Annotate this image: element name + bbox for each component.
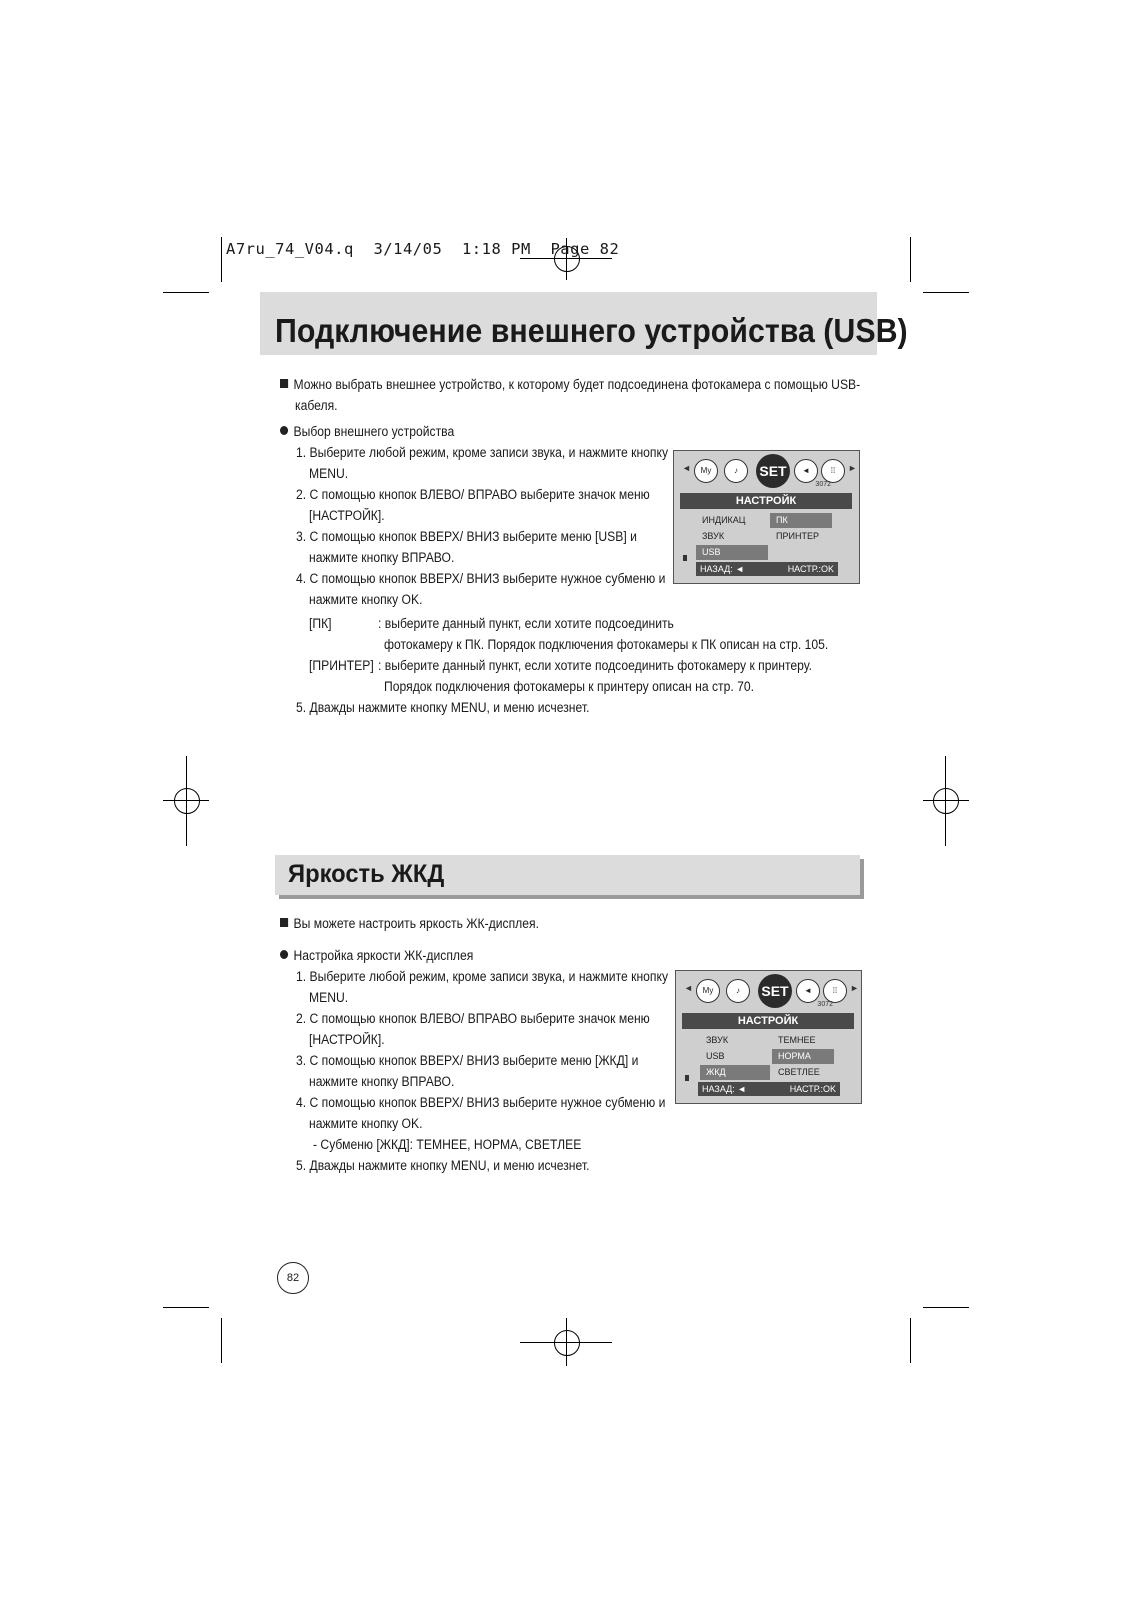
left-arrow-icon: ◄ (682, 463, 691, 473)
lcd-menu-header: НАСТРОЙК (682, 1013, 854, 1029)
shot-counter: 3072 (817, 1001, 833, 1008)
step-line: [НАСТРОЙК]. (309, 1032, 385, 1047)
lcd-option-selected: ПК (770, 513, 832, 528)
grid-menu-icon: ⁞⁞ (823, 979, 847, 1003)
registration-mark (933, 788, 959, 814)
crop-mark (221, 237, 222, 282)
lcd-option: ПРИНТЕР (776, 531, 819, 541)
round-bullet-icon (280, 426, 288, 435)
lcd-brightness-icon: ◄ (794, 459, 818, 483)
lcd-menu-row-selected: USB (696, 545, 768, 560)
my-camera-icon: My (694, 459, 718, 483)
step-line: нажмите кнопку OK. (309, 1116, 423, 1131)
left-arrow-icon: ◄ (684, 983, 693, 993)
lcd-footer (696, 562, 838, 576)
step-line: нажмите кнопку ВПРАВО. (309, 1074, 455, 1089)
step-line: 5. Дважды нажмите кнопку MENU, и меню исчезнет. (296, 1158, 590, 1173)
step-line: MENU. (309, 466, 349, 481)
lcd-menu-row: ЗВУК (702, 531, 725, 541)
option-desc-pc: : выберите данный пункт, если хотите подсоединить (378, 616, 674, 631)
option-desc-printer: : выберите данный пункт, если хотите подсоединить фотокамеру к принтеру. (378, 658, 813, 673)
lcd-menu-header: НАСТРОЙК (680, 493, 852, 509)
lcd-back-hint: НАЗАД: ◄ (700, 564, 745, 574)
lcd-footer (698, 1082, 840, 1096)
scroll-indicator (683, 555, 687, 561)
submenu-note: - Субменю [ЖКД]: ТЕМНЕЕ, НОРМА, СВЕТЛЕЕ (313, 1137, 582, 1152)
step-line: 1. Выберите любой режим, кроме записи звука, и нажмите кнопку (296, 969, 669, 984)
intro-text: Можно выбрать внешнее устройство, к которому будет подсоединена фотокамера с помощью USB- (280, 374, 860, 395)
step-line: MENU. (309, 990, 349, 1005)
step-line: 4. С помощью кнопок ВВЕРХ/ ВНИЗ выберите нужное субменю и (296, 1095, 666, 1110)
step-line: 4. С помощью кнопок ВВЕРХ/ ВНИЗ выберите нужное субменю и (296, 571, 666, 586)
option-label-pc: [ПК] (309, 616, 332, 631)
registration-mark (174, 788, 200, 814)
crop-mark (910, 1318, 911, 1363)
lcd-menu-row: USB (706, 1051, 725, 1061)
step-line: 2. С помощью кнопок ВЛЕВО/ ВПРАВО выберите значок меню (296, 487, 650, 502)
procedure-heading: Настройка яркости ЖК-дисплея (280, 945, 473, 966)
section-title-lcd: Яркость ЖКД (288, 860, 445, 888)
page-number: 82 (277, 1262, 309, 1294)
print-slug: A7ru_74_V04.q 3/14/05 1:18 PM Page 82 (226, 240, 620, 258)
my-camera-icon: My (696, 979, 720, 1003)
option-desc-pc: фотокамеру к ПК. Порядок подключения фотокамеры к ПК описан на стр. 105. (384, 637, 829, 652)
step-line: 3. С помощью кнопок ВВЕРХ/ ВНИЗ выберите меню [ЖКД] и (296, 1053, 639, 1068)
shot-counter: 3072 (815, 481, 831, 488)
step-line: 1. Выберите любой режим, кроме записи звука, и нажмите кнопку (296, 445, 669, 460)
lcd-menu-row: ИНДИКАЦ (702, 515, 746, 525)
step-line: нажмите кнопку OK. (309, 592, 423, 607)
setup-icon: SET (758, 974, 792, 1008)
grid-menu-icon: ⁞⁞ (821, 459, 845, 483)
section-title-usb: Подключение внешнего устройства (USB) (275, 312, 908, 349)
round-bullet-icon (280, 950, 288, 959)
square-bullet-icon (280, 918, 288, 927)
lcd-menu-row: ЗВУК (706, 1035, 729, 1045)
crop-mark (923, 1307, 969, 1308)
crop-mark (923, 292, 969, 293)
lcd-option-selected: НОРМА (772, 1049, 834, 1064)
lcd-back-hint: НАЗАД: ◄ (702, 1084, 747, 1094)
registration-mark (554, 1330, 580, 1356)
lcd-menu-row-selected: ЖКД (700, 1065, 770, 1080)
intro-text: Вы можете настроить яркость ЖК-дисплея. (280, 913, 539, 934)
square-bullet-icon (280, 379, 288, 388)
crop-mark (221, 1318, 222, 1363)
lcd-ok-hint: НАСТР.:OK (787, 564, 834, 574)
setup-icon: SET (756, 454, 790, 488)
lcd-ok-hint: НАСТР.:OK (789, 1084, 836, 1094)
step-line: 3. С помощью кнопок ВВЕРХ/ ВНИЗ выберите меню [USB] и (296, 529, 637, 544)
right-arrow-icon: ► (850, 983, 859, 993)
camera-lcd-brightness-menu (675, 970, 862, 1104)
sound-icon: ♪ (724, 459, 748, 483)
lcd-option: СВЕТЛЕЕ (778, 1067, 820, 1077)
step-line: 5. Дважды нажмите кнопку MENU, и меню исчезнет. (296, 700, 590, 715)
crop-mark (163, 292, 209, 293)
step-line: 2. С помощью кнопок ВЛЕВО/ ВПРАВО выберите значок меню (296, 1011, 650, 1026)
crop-mark (910, 237, 911, 282)
step-line: [НАСТРОЙК]. (309, 508, 385, 523)
sound-icon: ♪ (726, 979, 750, 1003)
camera-lcd-usb-menu (673, 450, 860, 584)
step-line: нажмите кнопку ВПРАВО. (309, 550, 455, 565)
lcd-option: ТЕМНЕЕ (778, 1035, 816, 1045)
right-arrow-icon: ► (848, 463, 857, 473)
option-desc-printer: Порядок подключения фотокамеры к принтеру описан на стр. 70. (384, 679, 755, 694)
scroll-indicator (685, 1075, 689, 1081)
intro-text-cont: кабеля. (295, 398, 338, 413)
crop-mark (163, 1307, 209, 1308)
procedure-heading: Выбор внешнего устройства (280, 421, 454, 442)
option-label-printer: [ПРИНТЕР] (309, 658, 374, 673)
lcd-brightness-icon: ◄ (796, 979, 820, 1003)
